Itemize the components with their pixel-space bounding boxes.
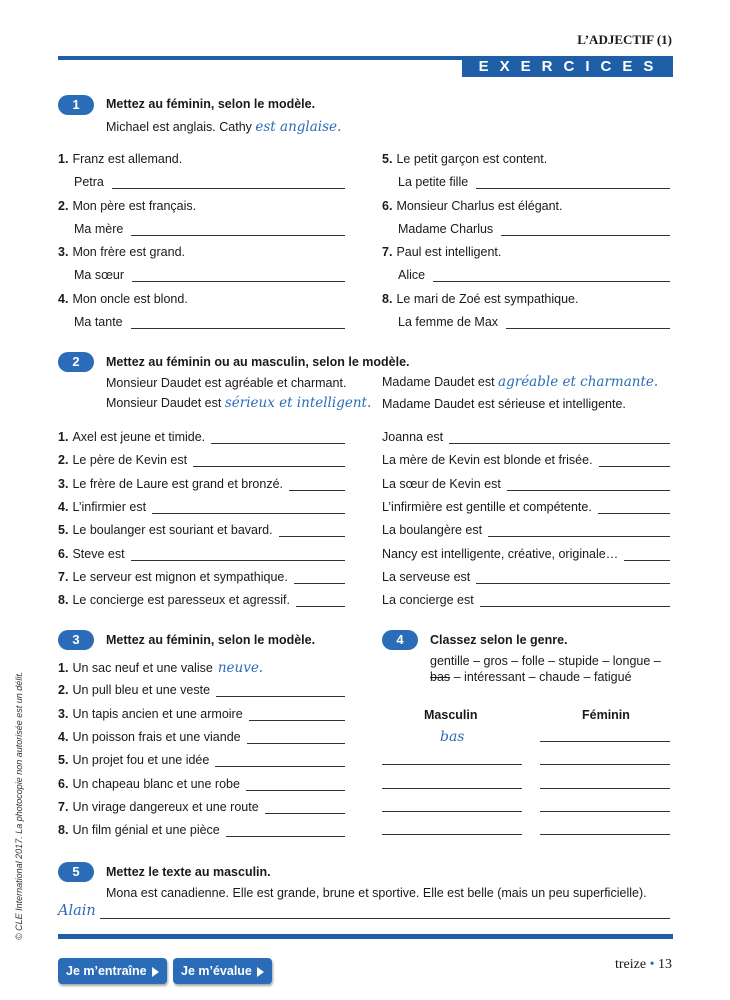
- item-question: Mon père est français.: [72, 198, 197, 213]
- exercise-1-answer-row: [74, 268, 124, 282]
- item-subject: Madame Charlus: [398, 221, 494, 236]
- exercise-4-instruction: Classez selon le genre.: [430, 633, 568, 647]
- exercise-5-answer-start: Alain: [58, 903, 96, 919]
- answer-line[interactable]: [476, 188, 670, 189]
- answer-line[interactable]: [488, 536, 670, 537]
- item-text: La sœur de Kevin est: [382, 476, 501, 491]
- answer-line[interactable]: [247, 743, 345, 744]
- exercise-4-words-line-2: [430, 670, 632, 684]
- feminin-answer-line[interactable]: [540, 834, 670, 835]
- exercise-3-badge: 3: [58, 630, 94, 650]
- answer-line[interactable]: [296, 606, 345, 607]
- answer-line[interactable]: [624, 560, 670, 561]
- exercise-2-model-2-left-text: Monsieur Daudet est: [106, 396, 222, 410]
- exercise-2-right-item: [382, 523, 482, 537]
- answer-line[interactable]: [449, 443, 670, 444]
- item-question: Le petit garçon est content.: [396, 152, 548, 166]
- exercise-2-badge: 2: [58, 352, 94, 372]
- exercise-1-answer-row: [398, 315, 498, 329]
- answer-line[interactable]: [598, 513, 670, 514]
- item-text: Axel est jeune et timide.: [72, 430, 206, 444]
- item-number: 2.: [58, 683, 69, 698]
- item-text: Un pull bleu et une veste: [72, 683, 211, 698]
- answer-line[interactable]: [265, 813, 345, 814]
- answer-line[interactable]: [226, 836, 345, 837]
- item-number: 3.: [58, 706, 69, 721]
- answer-line[interactable]: [193, 466, 345, 467]
- answer-line[interactable]: [476, 583, 670, 584]
- item-number: 2.: [58, 198, 69, 213]
- je-mentraine-label: Je m’entraîne: [66, 964, 147, 978]
- answer-line[interactable]: [131, 235, 345, 236]
- exercise-4-example-masc: bas: [440, 729, 465, 745]
- feminin-answer-line[interactable]: [540, 811, 670, 812]
- item-text: Le frère de Laure est grand et bronzé.: [72, 476, 283, 491]
- feminin-answer-line[interactable]: [540, 764, 670, 765]
- item-question: Paul est intelligent.: [396, 245, 502, 259]
- masculin-answer-line[interactable]: [382, 834, 522, 835]
- exercise-2-right-item: [382, 593, 474, 607]
- exercise-2-model-1-answer: agréable et charmante.: [498, 374, 659, 390]
- exercise-1-model-answer: est anglaise.: [255, 119, 342, 135]
- exercise-2-right-item: [382, 430, 443, 444]
- item-subject: La petite fille: [398, 175, 469, 189]
- exercise-2-right-item: [382, 570, 470, 584]
- answer-line[interactable]: [211, 443, 345, 444]
- answer-line[interactable]: [215, 766, 345, 767]
- copyright-note: © CLE International 2017. La photocopie non autorisée est un délit.: [14, 671, 24, 940]
- item-question: Le mari de Zoé est sympathique.: [396, 291, 579, 306]
- exercise-3-item: [58, 660, 263, 676]
- answer-line[interactable]: [246, 790, 345, 791]
- item-subject: La femme de Max: [398, 314, 499, 329]
- exercise-2-instruction: Mettez au féminin ou au masculin, selon le modèle.: [106, 355, 410, 369]
- answer-line[interactable]: [152, 513, 345, 514]
- item-number: 1.: [58, 152, 69, 166]
- exercise-2-left-item: [58, 593, 290, 607]
- item-number: 7.: [382, 245, 393, 259]
- masculin-answer-line[interactable]: [382, 788, 522, 789]
- item-subject: Ma sœur: [74, 268, 124, 282]
- exercise-1-answer-row: [74, 222, 123, 236]
- exercise-2-model-1-right-text: Madame Daudet est: [382, 375, 495, 389]
- answer-line[interactable]: [599, 466, 670, 467]
- exercise-1-answer-row: [398, 222, 493, 236]
- bullet-icon: •: [649, 957, 655, 972]
- item-number: 7.: [58, 569, 69, 584]
- exercise-5-answer-line[interactable]: [100, 918, 670, 919]
- answer-line[interactable]: [132, 281, 345, 282]
- exercise-1-answer-row: [398, 268, 425, 282]
- column-feminin: Féminin: [582, 708, 630, 722]
- answer-line[interactable]: [480, 606, 670, 607]
- exercise-2-left-item: [58, 547, 125, 561]
- item-text: Le père de Kevin est: [72, 453, 188, 468]
- page-number: [615, 957, 672, 973]
- exercise-3-item: [58, 777, 240, 791]
- je-mevalue-label: Je m’évalue: [181, 964, 252, 978]
- item-text: Un sac neuf et une valise: [72, 661, 213, 675]
- exercise-1-answer-row: [74, 175, 104, 189]
- item-number: 8.: [58, 823, 69, 838]
- item-number: 8.: [382, 291, 393, 306]
- item-number: 8.: [58, 593, 69, 608]
- play-arrow-icon: [257, 967, 264, 977]
- exercise-4-struck-word: bas: [430, 670, 451, 684]
- footer-rule: [58, 934, 673, 939]
- answer-line[interactable]: [131, 328, 345, 329]
- item-number: 4.: [58, 499, 69, 514]
- exercise-5-instruction: Mettez le texte au masculin.: [106, 865, 271, 879]
- item-number: 5.: [382, 152, 393, 166]
- exercices-banner: [462, 56, 673, 77]
- exercise-1-item: [58, 152, 182, 166]
- exercise-2-left-item: [58, 453, 187, 467]
- exercise-3-instruction: Mettez au féminin, selon le modèle.: [106, 633, 316, 647]
- item-text: Un virage dangereux et une route: [72, 799, 259, 814]
- item-text: La concierge est: [382, 593, 474, 608]
- je-mevalue-button[interactable]: [173, 958, 272, 984]
- exercise-5-badge: 5: [58, 862, 94, 882]
- item-subject: Petra: [74, 175, 104, 189]
- exercise-2-left-item: [58, 430, 205, 444]
- item-text: La mère de Kevin est blonde et frisée.: [382, 453, 593, 468]
- item-text: Joanna est: [382, 430, 444, 444]
- item-text: La serveuse est: [382, 569, 471, 584]
- exercise-1-instruction: Mettez au féminin, selon le modèle.: [106, 97, 316, 111]
- exercise-3-item: [58, 800, 259, 814]
- exercise-1-item: [58, 292, 188, 306]
- item-text: La boulangère est: [382, 523, 483, 538]
- exercices-banner-label: EXERCICES: [478, 58, 665, 75]
- exercise-2-model-1-right: [382, 374, 658, 390]
- exercise-2-left-item: [58, 500, 146, 514]
- item-text: Le boulanger est souriant et bavard.: [72, 523, 273, 538]
- item-number: 2.: [58, 453, 69, 468]
- exercise-1-item: [58, 199, 196, 213]
- item-number: 1.: [58, 661, 69, 675]
- answer-line[interactable]: [216, 696, 345, 697]
- exercise-1-model: [106, 119, 341, 135]
- item-subject: Ma tante: [74, 314, 123, 329]
- exercise-1-answer-row: [398, 175, 468, 189]
- exercise-3-item: [58, 683, 210, 697]
- page-word: treize: [615, 957, 647, 972]
- masculin-answer-line[interactable]: [382, 764, 522, 765]
- item-number: 4.: [58, 729, 69, 744]
- exercise-1-item: [382, 245, 501, 259]
- answer-line[interactable]: [112, 188, 345, 189]
- item-number: 6.: [58, 776, 69, 791]
- answer-line[interactable]: [501, 235, 670, 236]
- exercise-2-right-item: [382, 500, 592, 514]
- masculin-answer-line[interactable]: [382, 811, 522, 812]
- feminin-answer-line[interactable]: [540, 788, 670, 789]
- item-text: L’infirmière est gentille et compétente.: [382, 499, 592, 514]
- exercise-5-text: Mona est canadienne. Elle est grande, brune et sportive. Elle est belle (mais un peu superficielle).: [106, 886, 647, 900]
- item-text: L’infirmier est: [72, 499, 147, 514]
- item-number: 1.: [58, 430, 69, 444]
- item-number: 5.: [58, 753, 69, 768]
- item-text: Un film génial et une pièce: [72, 823, 220, 838]
- exercise-2-left-item: [58, 523, 273, 537]
- page-digits: 13: [658, 957, 672, 972]
- exercise-2-left-item: [58, 477, 283, 491]
- exercise-1-model-text: Michael est anglais. Cathy: [106, 120, 252, 134]
- column-masculin: Masculin: [424, 708, 478, 722]
- exercise-3-item: [58, 753, 209, 767]
- exercise-2-model-2-left: [106, 395, 371, 411]
- answer-line[interactable]: [249, 720, 345, 721]
- item-question: Monsieur Charlus est élégant.: [396, 198, 563, 213]
- exercise-4-words-line-1: gentille – gros – folle – stupide – longue –: [430, 654, 661, 668]
- item-question: Mon oncle est blond.: [72, 291, 188, 306]
- item-text: Un tapis ancien et une armoire: [72, 706, 243, 721]
- exercise-1-badge: 1: [58, 95, 94, 115]
- item-number: 7.: [58, 799, 69, 814]
- item-number: 5.: [58, 523, 69, 538]
- exercise-2-right-item: [382, 477, 501, 491]
- item-text: Le serveur est mignon et sympathique.: [72, 569, 288, 584]
- exercise-2-model-1-left: Monsieur Daudet est agréable et charmant.: [106, 376, 347, 390]
- exercise-2-left-item: [58, 570, 288, 584]
- item-number: 3.: [58, 245, 69, 259]
- exercise-2-model-2-answer: sérieux et intelligent.: [224, 395, 372, 411]
- feminin-answer-line[interactable]: [540, 741, 670, 742]
- exercise-4-words-rest: – intéressant – chaude – fatigué: [450, 670, 632, 684]
- exercise-2-model-2-right: Madame Daudet est sérieuse et intelligente.: [382, 397, 626, 411]
- answer-line[interactable]: [289, 490, 345, 491]
- exercise-2-right-item: [382, 547, 618, 561]
- item-subject: Ma mère: [74, 221, 124, 236]
- item-text: Nancy est intelligente, créative, originale…: [382, 546, 619, 561]
- item-subject: Alice: [398, 268, 426, 282]
- exercise-1-item: [58, 245, 185, 259]
- answer-line[interactable]: [506, 328, 670, 329]
- item-answer: neuve.: [217, 660, 264, 676]
- item-text: Un chapeau blanc et une robe: [72, 776, 240, 791]
- answer-line[interactable]: [131, 560, 345, 561]
- play-arrow-icon: [152, 967, 159, 977]
- je-mentraine-button[interactable]: [58, 958, 167, 984]
- item-text: Un projet fou et une idée: [72, 753, 210, 768]
- item-text: Un poisson frais et une viande: [72, 729, 241, 744]
- answer-line[interactable]: [279, 536, 345, 537]
- item-text: Le concierge est paresseux et agressif.: [72, 593, 290, 608]
- item-question: Franz est allemand.: [72, 152, 183, 166]
- exercise-3-item: [58, 730, 241, 744]
- exercise-1-item: [382, 199, 563, 213]
- exercise-1-item: [382, 152, 547, 166]
- item-question: Mon frère est grand.: [72, 245, 185, 259]
- answer-line[interactable]: [507, 490, 670, 491]
- item-text: Steve est: [72, 546, 125, 561]
- item-number: 6.: [58, 546, 69, 561]
- item-number: 3.: [58, 476, 69, 491]
- exercise-4-badge: 4: [382, 630, 418, 650]
- item-number: 4.: [58, 291, 69, 306]
- exercise-1-item: [382, 292, 578, 306]
- answer-line[interactable]: [294, 583, 345, 584]
- answer-line[interactable]: [433, 281, 670, 282]
- exercise-3-item: [58, 707, 243, 721]
- exercise-3-item: [58, 823, 220, 837]
- chapter-title: L’ADJECTIF (1): [577, 32, 672, 47]
- exercise-2-right-item: [382, 453, 593, 467]
- exercise-1-answer-row: [74, 315, 123, 329]
- item-number: 6.: [382, 198, 393, 213]
